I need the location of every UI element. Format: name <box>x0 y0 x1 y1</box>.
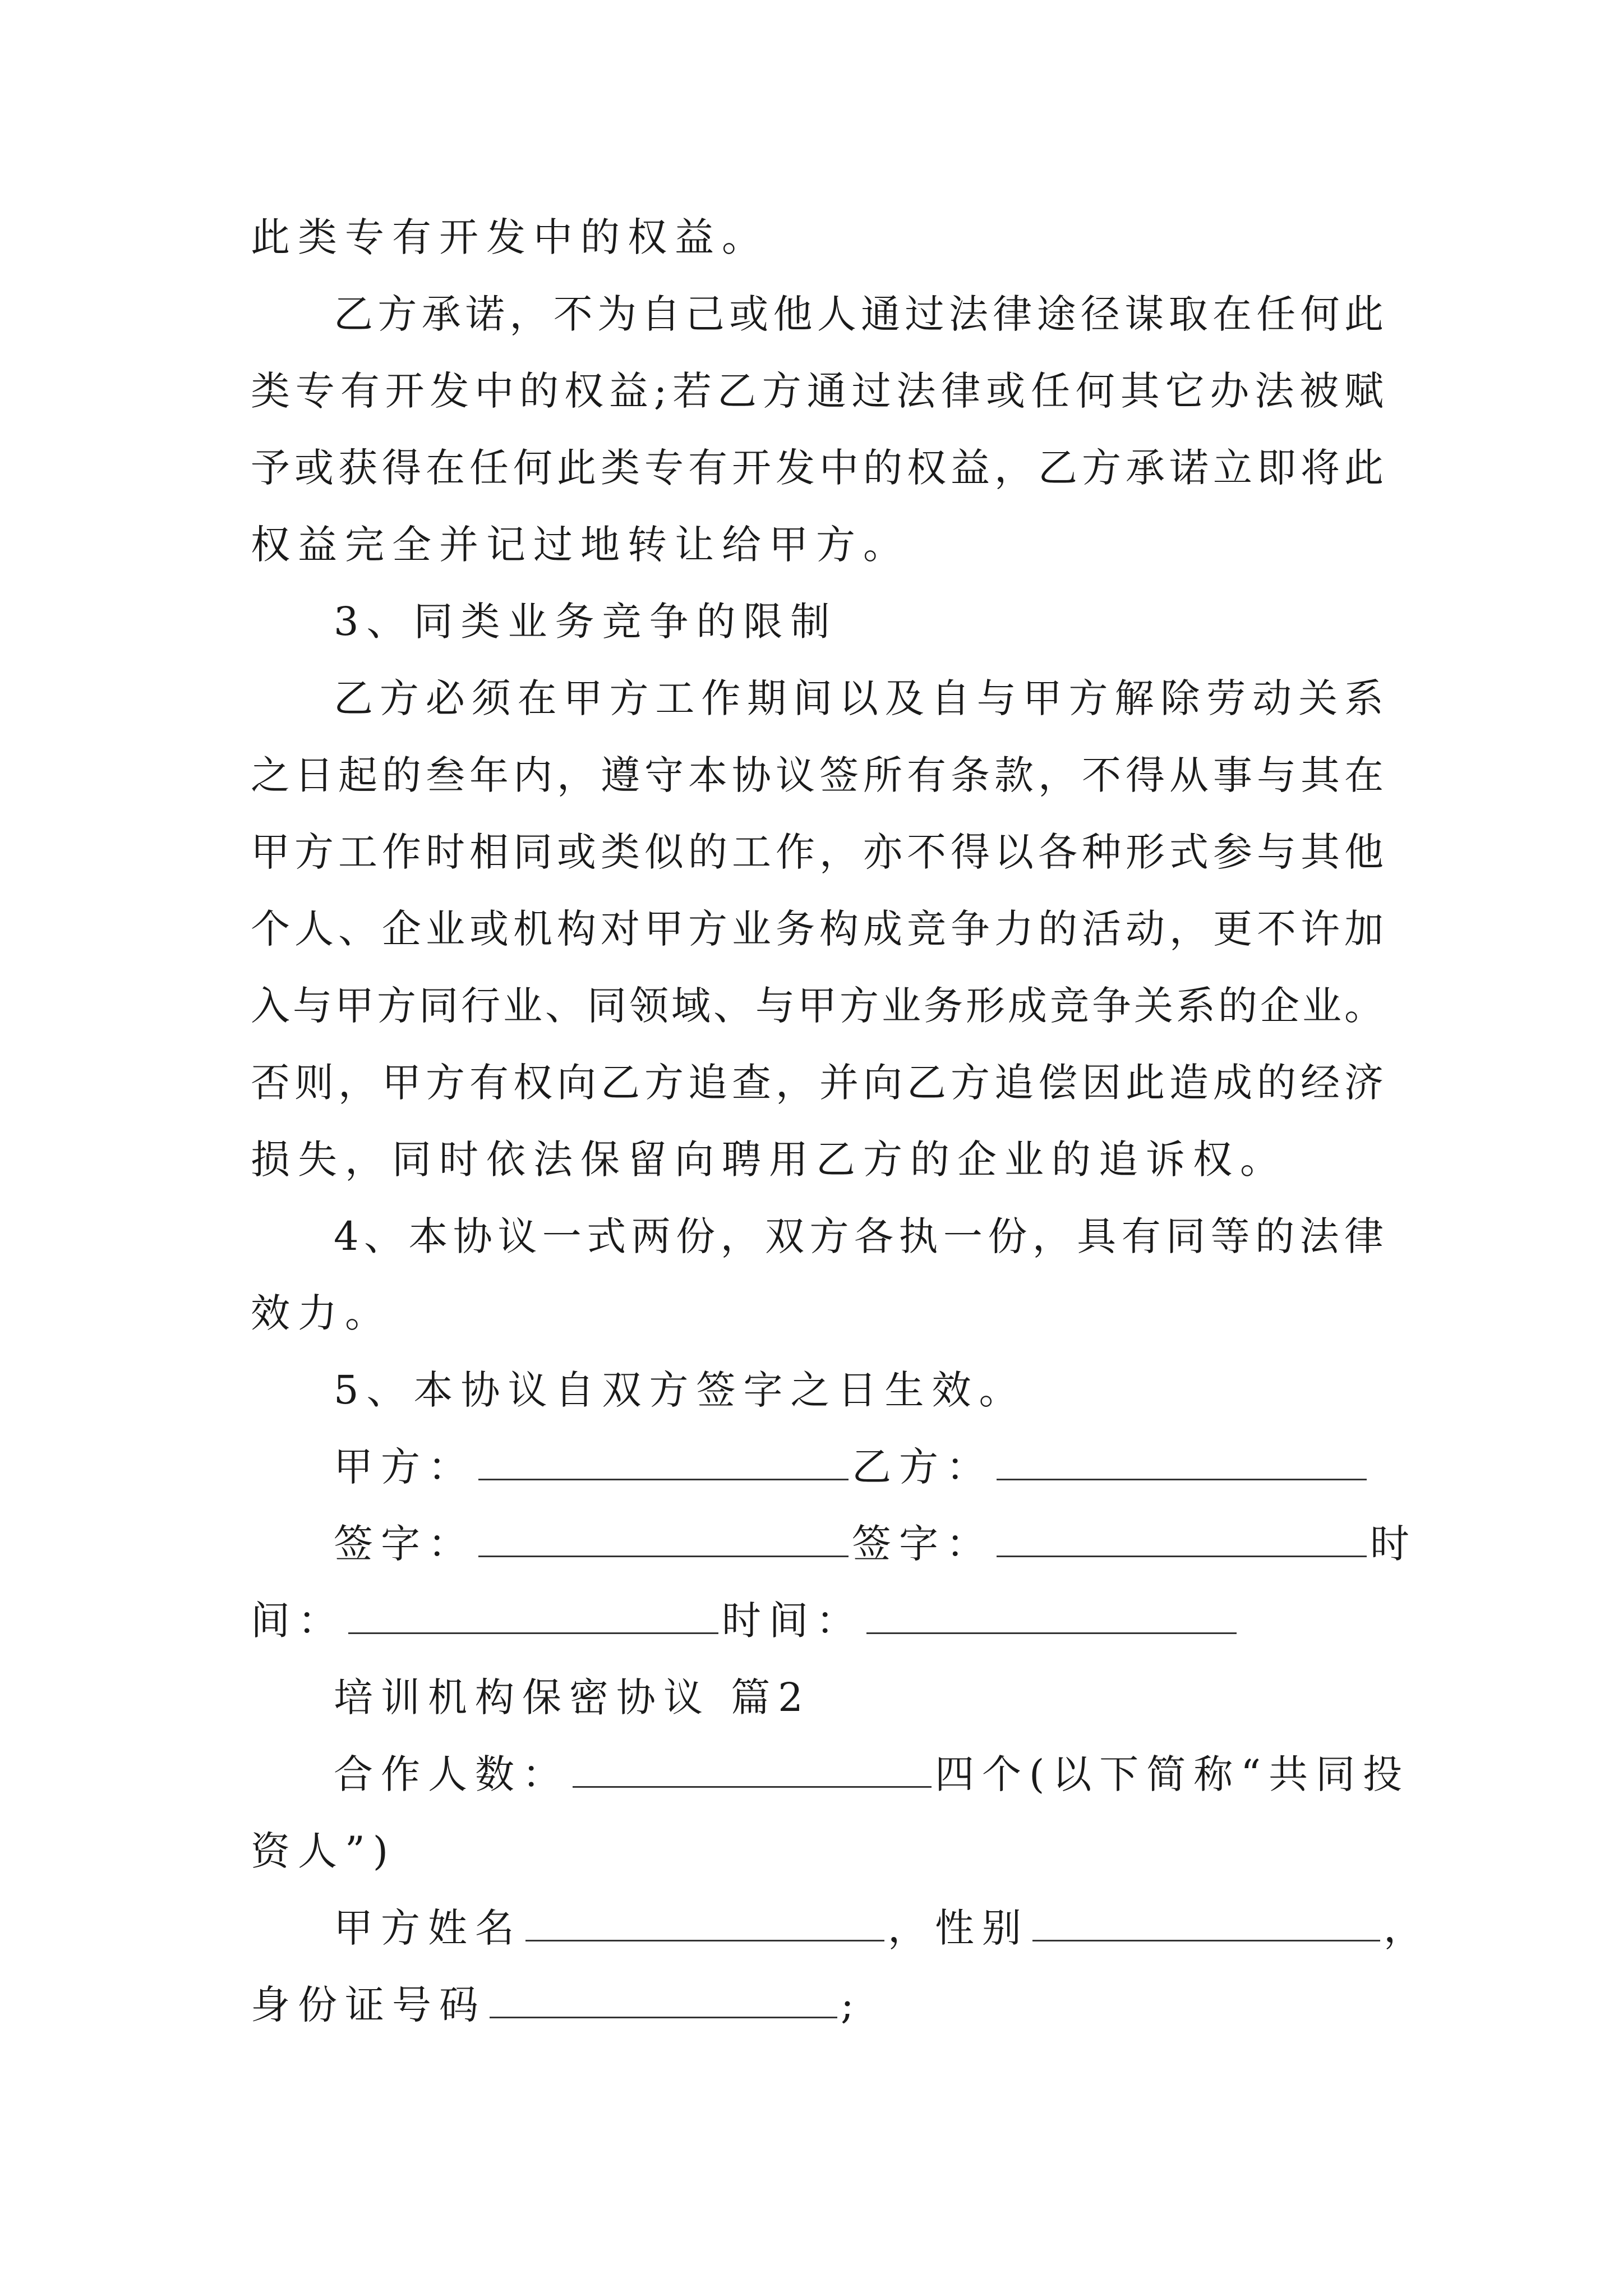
sign-b-blank <box>997 1520 1367 1557</box>
text-line-8: 之日起的叁年内，遵守本协议签所有条款，不得从事与其在 <box>251 752 1384 798</box>
name-label: 甲方姓名 <box>334 1905 522 1951</box>
document-page <box>251 199 1431 2044</box>
sign-b-label: 签字： <box>852 1521 993 1567</box>
row-comma: ， <box>1384 1905 1431 1951</box>
text-line-1: 此类专有开发中的权益。 <box>251 214 769 260</box>
party-a-label: 甲方： <box>334 1444 475 1490</box>
section2-heading: 培训机构保密协议 篇2 <box>334 1674 811 1720</box>
partners-cont: 资人”) <box>251 1828 396 1874</box>
partners-blank <box>573 1750 932 1788</box>
partners-after: 四个(以下简称“共同投 <box>935 1751 1410 1797</box>
party-row <box>251 1429 1384 1506</box>
time-b-blank <box>866 1596 1237 1634</box>
sign-a-blank <box>478 1520 849 1557</box>
sign-row <box>251 1506 1417 1582</box>
text-line-12: 否则，甲方有权向乙方追查，并向乙方追偿因此造成的经济 <box>251 1060 1384 1106</box>
text-line-3: 类专有开发中的权益;若乙方通过法律或任何其它办法被赋 <box>251 368 1384 414</box>
name-row <box>251 1890 1431 1967</box>
name-blank <box>525 1904 884 1941</box>
text-line-13: 损失，同时依法保留向聘用乙方的企业的追诉权。 <box>251 1137 1287 1182</box>
section-heading-3: 3、同类业务竞争的限制 <box>334 599 838 645</box>
party-a-blank <box>478 1443 849 1480</box>
text-line-9: 甲方工作时相同或类似的工作，亦不得以各种形式参与其他 <box>251 829 1384 875</box>
row-semicolon: ; <box>841 1982 862 2028</box>
text-line-5: 权益完全并记过地转让给甲方。 <box>251 522 910 568</box>
text-line-10: 个人、企业或机构对甲方业务构成竞争力的活动，更不许加 <box>251 906 1384 952</box>
text-line-11: 入与甲方同行业、同领域、与甲方业务形成竞争关系的企业。 <box>251 983 1384 1029</box>
gender-label: ，性别 <box>888 1905 1029 1951</box>
time-a-label: 间： <box>251 1598 345 1644</box>
party-b-label: 乙方： <box>852 1444 993 1490</box>
text-line-2: 乙方承诺，不为自己或他人通过法律途径谋取在任何此 <box>334 291 1384 337</box>
time-b-label: 时间： <box>722 1598 863 1644</box>
party-b-blank <box>997 1443 1367 1480</box>
text-line-14: 4、本协议一式两份，双方各执一份，具有同等的法律 <box>334 1213 1384 1259</box>
time-prefix: 时 <box>1370 1521 1417 1567</box>
time-row <box>251 1582 1384 1659</box>
gender-blank <box>1032 1904 1380 1941</box>
id-row <box>251 1967 1384 2044</box>
id-label: 身份证号码 <box>251 1982 486 2028</box>
text-line-4: 予或获得在任何此类专有开发中的权益，乙方承诺立即将此 <box>251 445 1384 491</box>
id-blank <box>490 1981 837 2018</box>
sign-a-label: 签字： <box>334 1521 475 1567</box>
text-line-16: 5、本协议自双方签字之日生效。 <box>334 1367 1026 1413</box>
time-a-blank <box>348 1596 718 1634</box>
text-line-7: 乙方必须在甲方工作期间以及自与甲方解除劳动关系 <box>334 675 1384 721</box>
text-line-15: 效力。 <box>251 1290 392 1336</box>
partners-label: 合作人数： <box>334 1751 569 1797</box>
partners-row <box>251 1736 1410 1813</box>
